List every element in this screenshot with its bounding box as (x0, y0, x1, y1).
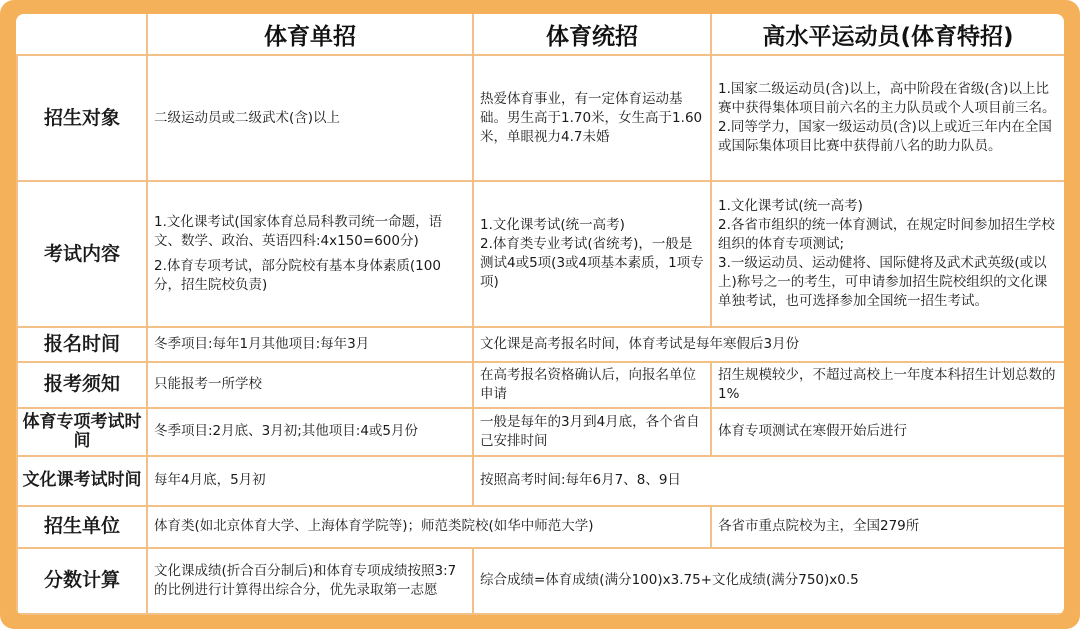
cell-score-unified-high-level: 综合成绩=体育成绩(满分100)x3.75+文化成绩(满分750)x0.5 (473, 548, 1064, 614)
row-label-notes: 报考须知 (17, 362, 147, 408)
cell-sport-exam-single: 冬季项目:2月底、3月初;其他项目:4或5月份 (147, 408, 473, 456)
cell-score-single: 文化课成绩(折合百分制后)和体育专项成绩按照3:7的比例进行计算得出综合分，优先录取第一志愿 (147, 548, 473, 614)
cell-paragraph: 2.同等学力，国家一级运动员(含)以上或近三年内在全国或国际集体项目比赛中获得前八名的助力队员。 (718, 119, 1052, 155)
cell-registration-single: 冬季项目:每年1月其他项目:每年3月 (147, 327, 473, 361)
row-label-culture-exam-time: 文化课考试时间 (17, 456, 147, 506)
header-row (17, 14, 1064, 55)
cell-notes-high-level: 招生规模较少，不超过高校上一年度本科招生计划总数的1% (711, 362, 1064, 408)
cell-exam-single (147, 181, 473, 327)
corner-cell (17, 14, 147, 55)
row-label-institutions: 招生单位 (17, 506, 147, 548)
cell-exam-high-level (711, 181, 1064, 327)
cell-paragraph: 3.一级运动员、运动健将、国际健将及武术武英级(或以上)称号之一的考生，可申请参加招生院校组织的文化课单独考试，也可选择参加全国统一招生考试。 (718, 255, 1048, 310)
cell-paragraph: 1.文化课考试(统一高考) (480, 217, 625, 234)
header-col-single-recruit: 体育单招 (147, 14, 473, 55)
row-label-score-calc: 分数计算 (17, 548, 147, 614)
row-label-registration-time: 报名时间 (17, 327, 147, 361)
cell-institutions-single-unified: 体育类(如北京体育大学、上海体育学院等)；师范类院校(如华中师范大学) (147, 506, 711, 548)
table-row (17, 327, 1064, 361)
cell-paragraph: 1.国家二级运动员(含)以上，高中阶段在省级(含)以上比赛中获得集体项目前六名的主力队员或个人项目前三名。 (718, 81, 1056, 117)
cell-culture-exam-unified-high-level: 按照高考时间:每年6月7、8、9日 (473, 456, 1064, 506)
table-row (17, 181, 1064, 327)
cell-paragraph: 2.体育类专业考试(省统考)，一般是测试4或5项(3或4项基本素质，1项专项) (480, 236, 704, 291)
table-row (17, 55, 1064, 181)
cell-culture-exam-single: 每年4月底，5月初 (147, 456, 473, 506)
table-row (17, 408, 1064, 456)
row-label-exam-content: 考试内容 (17, 181, 147, 327)
header-col-high-level-athlete: 高水平运动员(体育特招) (711, 14, 1064, 55)
cell-target-unified: 热爱体育事业，有一定体育运动基础。男生高于1.70米，女生高于1.60米，单眼视力4.7未婚 (473, 55, 711, 181)
cell-institutions-high-level: 各省市重点院校为主，全国279所 (711, 506, 1064, 548)
row-label-sport-exam-time: 体育专项考试时间 (17, 408, 147, 456)
cell-notes-unified: 在高考报名资格确认后，向报名单位申请 (473, 362, 711, 408)
cell-target-single: 二级运动员或二级武术(含)以上 (147, 55, 473, 181)
table-row (17, 456, 1064, 506)
table-row (17, 362, 1064, 408)
cell-target-high-level (711, 55, 1064, 181)
comparison-table-container (16, 14, 1064, 615)
comparison-table (16, 14, 1064, 615)
cell-notes-single: 只能报考一所学校 (147, 362, 473, 408)
header-col-unified-recruit: 体育统招 (473, 14, 711, 55)
cell-paragraph: 1.文化课考试(国家体育总局科教司统一命题，语文、数学、政治、英语四科:4x150=600分) (154, 214, 443, 250)
row-label-target: 招生对象 (17, 55, 147, 181)
cell-sport-exam-unified: 一般是每年的3月到4月底，各个省自己安排时间 (473, 408, 711, 456)
cell-paragraph: 2.体育专项考试，部分院校有基本身体素质(100分，招生院校负责) (154, 258, 441, 294)
cell-sport-exam-high-level: 体育专项测试在寒假开始后进行 (711, 408, 1064, 456)
cell-paragraph: 2.各省市组织的统一体育测试，在规定时间参加招生学校组织的体育专项测试; (718, 217, 1055, 253)
cell-exam-unified (473, 181, 711, 327)
table-row (17, 548, 1064, 614)
table-row (17, 506, 1064, 548)
cell-registration-unified-high-level: 文化课是高考报名时间，体育考试是每年寒假后3月份 (473, 327, 1064, 361)
cell-paragraph: 1.文化课考试(统一高考) (718, 198, 863, 215)
